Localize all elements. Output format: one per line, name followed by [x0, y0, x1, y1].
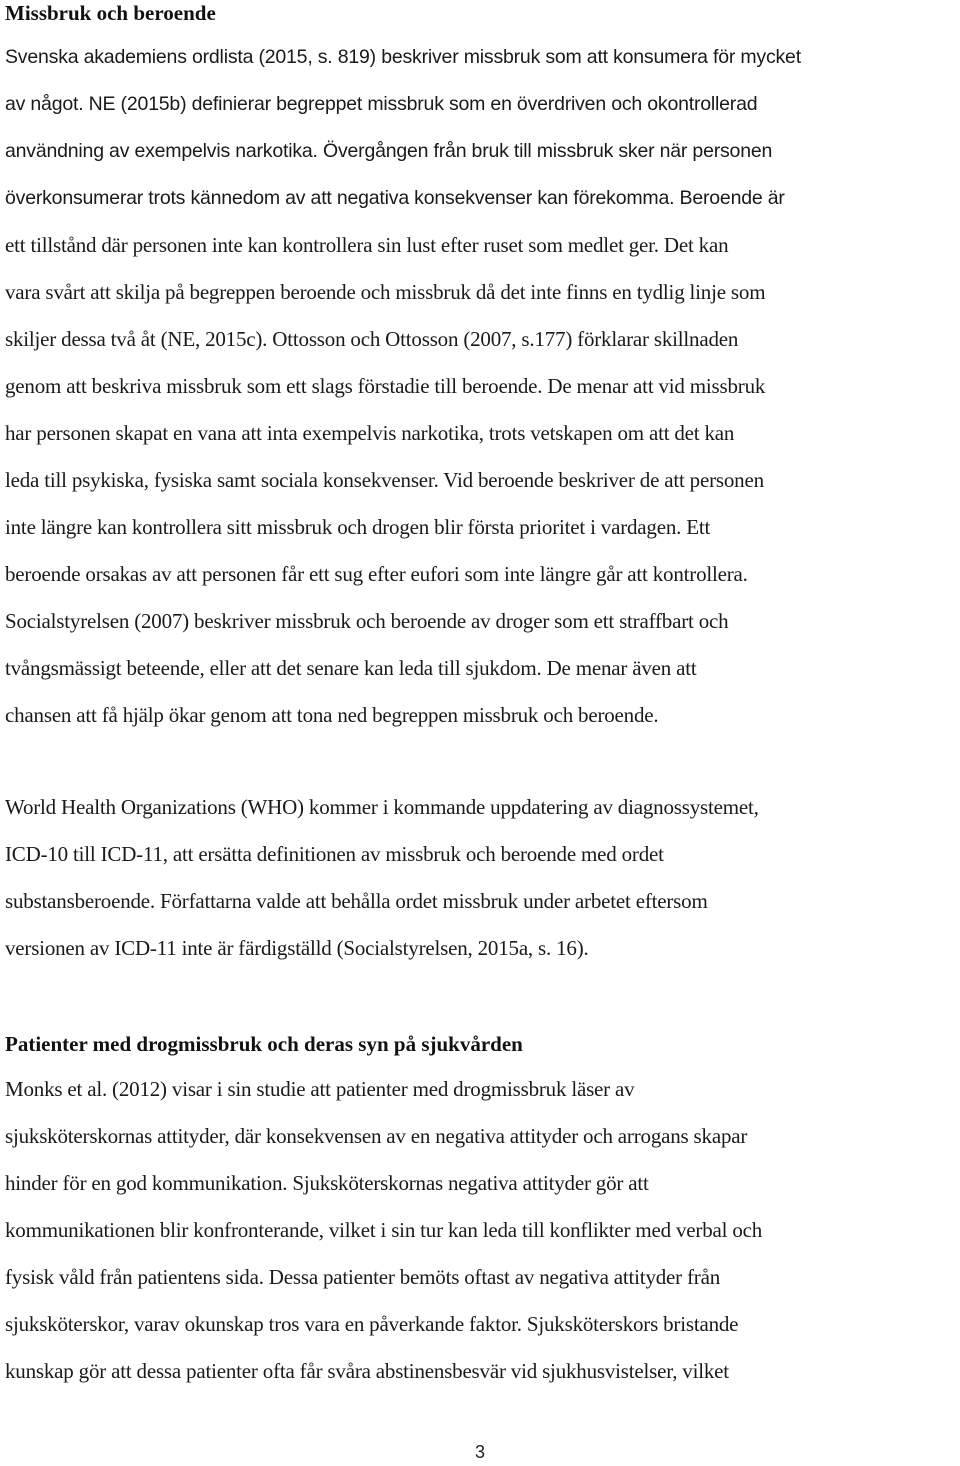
section-heading-missbruk: Missbruk och beroende — [5, 1, 216, 25]
text-line: versionen av ICD-11 inte är färdigställd (Socialstyrelsen, 2015a, s. 16). — [5, 936, 589, 960]
text-line: sjuksköterskornas attityder, där konsekvensen av en negativa attityder och arrogans skapar — [5, 1124, 748, 1148]
text-line: chansen att få hjälp ökar genom att tona ned begreppen missbruk och beroende. — [5, 703, 659, 727]
text-line: skiljer dessa två åt (NE, 2015c). Ottosson och Ottosson (2007, s.177) förklarar skillnaden — [5, 327, 739, 351]
text-line: World Health Organizations (WHO) kommer i kommande uppdatering av diagnossystemet, — [5, 795, 759, 819]
text-line: inte längre kan kontrollera sitt missbruk och drogen blir första prioritet i vardagen. Ett — [5, 515, 711, 539]
paragraph-definitions — [5, 34, 801, 739]
text-line: har personen skapat en vana att inta exempelvis narkotika, trots vetskapen om att det kan — [5, 421, 735, 445]
text-line: genom att beskriva missbruk som ett slags förstadie till beroende. De menar att vid missbruk — [5, 374, 766, 398]
text-line: sjuksköterskor, varav okunskap tros vara en påverkande faktor. Sjuksköterskors bristande — [5, 1312, 739, 1336]
text-line: ett tillstånd där personen inte kan kontrollera sin lust efter ruset som medlet ger. Det kan — [5, 233, 729, 257]
text-line: vara svårt att skilja på begreppen beroende och missbruk då det inte finns en tydlig linje som — [5, 280, 766, 304]
text-line: Svenska akademiens ordlista (2015, s. 819) beskriver missbruk som att konsumera för mycket — [5, 46, 801, 68]
text-line: leda till psykiska, fysiska samt sociala konsekvenser. Vid beroende beskriver de att personen — [5, 468, 764, 492]
paragraph-patient-views — [5, 1066, 762, 1395]
text-line: kunskap gör att dessa patienter ofta får svåra abstinensbesvär vid sjukhusvistelser, vilket — [5, 1359, 729, 1383]
text-line: användning av exempelvis narkotika. Övergången från bruk till missbruk sker när personen — [5, 140, 773, 162]
text-line: fysisk våld från patientens sida. Dessa patienter bemöts oftast av negativa attityder från — [5, 1265, 721, 1289]
text-line: beroende orsakas av att personen får ett sug efter eufori som inte längre går att kontrollera. — [5, 562, 748, 586]
page-number: 3 — [474, 1442, 485, 1462]
text-line: Socialstyrelsen (2007) beskriver missbruk och beroende av droger som ett straffbart och — [5, 609, 729, 633]
text-line: hinder för en god kommunikation. Sjuksköterskornas negativa attityder gör att — [5, 1171, 649, 1195]
text-line: ICD-10 till ICD-11, att ersätta definitionen av missbruk och beroende med ordet — [5, 842, 664, 866]
text-line: substansberoende. Författarna valde att behålla ordet missbruk under arbetet eftersom — [5, 889, 708, 913]
text-line: kommunikationen blir konfronterande, vilket i sin tur kan leda till konflikter med verbal och — [5, 1218, 763, 1242]
text-line: överkonsumerar trots kännedom av att negativa konsekvenser kan förekomma. Beroende är — [5, 187, 785, 209]
text-line: Monks et al. (2012) visar i sin studie att patienter med drogmissbruk läser av — [5, 1077, 635, 1101]
section-heading-patienter: Patienter med drogmissbruk och deras syn på sjukvården — [5, 1032, 523, 1056]
text-line: av något. NE (2015b) definierar begreppet missbruk som en överdriven och okontrollerad — [5, 93, 758, 115]
text-line: tvångsmässigt beteende, eller att det senare kan leda till sjukdom. De menar även att — [5, 656, 697, 680]
paragraph-who-icd — [5, 784, 759, 972]
